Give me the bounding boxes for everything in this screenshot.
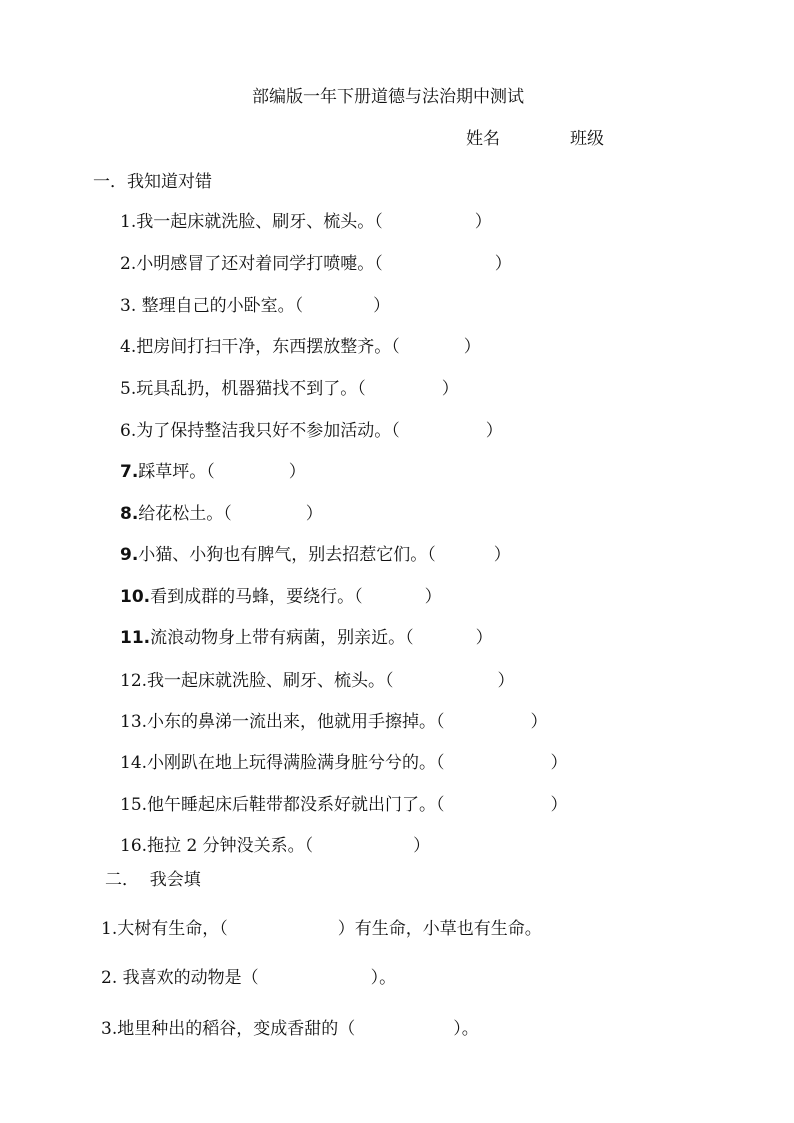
question-5 [120,378,459,400]
question-number: 1. [120,212,137,232]
close-paren: ） [474,212,492,232]
close-paren: ） [497,671,515,691]
question-8 [120,503,323,525]
question-number: 11. [120,628,151,648]
question-number: 12. [120,671,148,691]
close-paren: ） [485,421,503,441]
close-paren: ） [494,254,512,274]
question-1 [120,211,492,233]
question-number: 2. [101,968,118,988]
close-paren: ） [530,712,548,732]
close-paren: ） [493,545,511,565]
close-paren: ） [441,379,459,399]
question-3 [120,295,390,317]
question-number: 9. [120,545,139,565]
question-text-before: 我喜欢的动物是（ [117,968,259,988]
name-label: 姓名 [466,129,500,149]
fill-question-1 [101,918,542,940]
question-9 [120,544,511,566]
question-number: 14. [120,753,148,773]
question-number: 3. [101,1019,118,1039]
question-text: 踩草坪。（ [138,462,215,482]
close-paren: ） [373,296,391,316]
section2-heading: 二． 我会填 [105,870,201,890]
question-text: 我一起床就洗脸、刷牙、梳头。（ [147,671,394,691]
close-paren: ） [550,753,568,773]
close-paren: ） [288,462,306,482]
close-paren: ） [550,795,568,815]
question-text: 流浪动物身上带有病菌，别亲近。（ [150,628,414,648]
question-number: 15. [120,795,148,815]
question-text: 我一起床就洗脸、刷牙、梳头。（ [136,212,383,232]
question-number: 6. [120,421,137,441]
question-text-before: 地里种出的稻谷，变成香甜的（ [117,1019,356,1039]
question-13 [120,711,548,733]
question-text: 玩具乱扔，机器猫找不到了。（ [136,379,366,399]
question-number: 4. [120,337,137,357]
fill-question-2 [101,967,396,989]
question-text-after: ）。 [370,968,397,988]
question-text: 小东的鼻涕一流出来，他就用手擦掉。（ [147,712,445,732]
question-text-after: ）。 [453,1019,479,1039]
question-10 [120,586,442,608]
question-text: 他午睡起床后鞋带都没系好就出门了。（ [147,795,445,815]
question-text: 看到成群的马蜂，要绕行。（ [150,587,363,607]
question-2 [120,253,512,275]
question-number: 3. [120,296,137,316]
question-number: 10. [120,587,151,607]
question-number: 2. [120,254,137,274]
question-text-after: ）有生命，小草也有生命。 [337,919,542,939]
question-number: 8. [120,504,139,524]
close-paren: ） [475,628,493,648]
question-text-before: 大树有生命，（ [117,919,228,939]
question-11 [120,627,493,649]
question-text: 小明感冒了还对着同学打喷嚏。（ [136,254,383,274]
question-number: 1. [101,919,118,939]
close-paren: ） [305,504,323,524]
page-title: 部编版一年下册道德与法治期中测试 [252,87,524,107]
question-text: 小刚趴在地上玩得满脸满身脏兮兮的。（ [147,753,445,773]
close-paren: ） [424,587,442,607]
question-number: 16. [120,836,148,856]
question-14 [120,752,568,774]
question-text: 为了保持整洁我只好不参加活动。（ [136,421,400,441]
question-text: 小猫、小狗也有脾气，别去招惹它们。（ [138,545,436,565]
question-text: 把房间打扫干净，东西摆放整齐。（ [136,337,400,357]
question-text: 给花松土。（ [138,504,232,524]
close-paren: ） [413,836,431,856]
question-6 [120,420,503,442]
question-16 [120,835,430,857]
question-15 [120,794,568,816]
class-label: 班级 [570,129,604,149]
question-7 [120,461,306,483]
section1-heading: 一．我知道对错 [93,172,212,192]
question-text: 拖拉 2 分钟没关系。（ [147,836,314,856]
question-number: 13. [120,712,148,732]
close-paren: ） [463,337,481,357]
question-4 [120,336,481,358]
question-text: 整理自己的小卧室。（ [136,296,304,316]
question-number: 5. [120,379,137,399]
question-number: 7. [120,462,139,482]
fill-question-3 [101,1018,479,1040]
question-12 [120,670,515,692]
